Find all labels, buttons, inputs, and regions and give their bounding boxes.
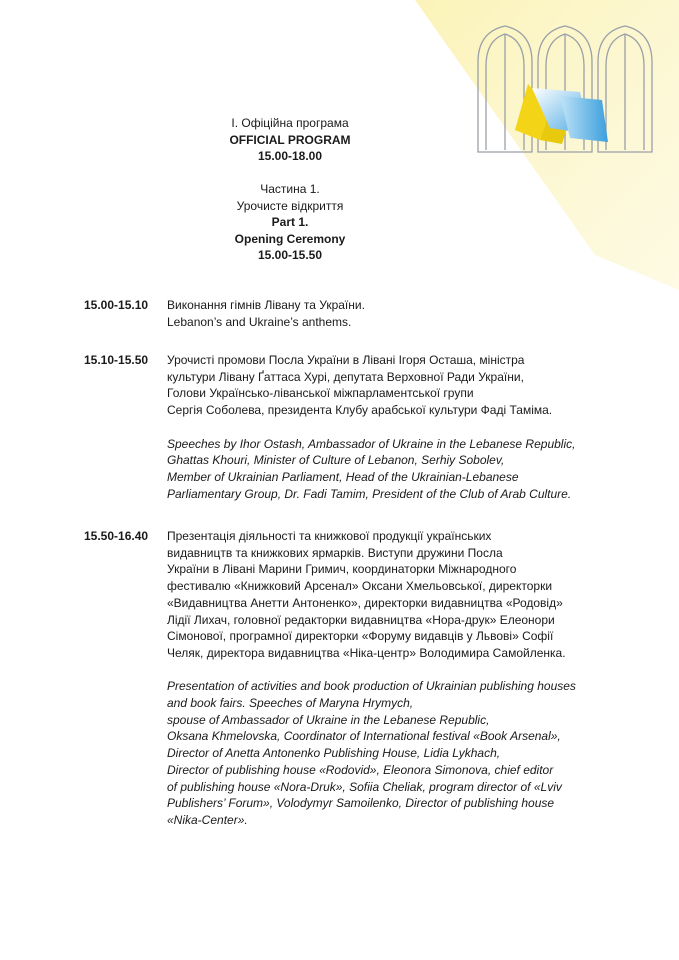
description-ua: Урочисті промови Посла України в Лівані Ігоря Осташа, міністра культури Лівану Ґаттаса Хурі, депутата Верховної Ради України, Голови Українсько-ліванської міжпарламентської групи Сергія Соболева, президента Клубу арабської культури Фаді Таміма. (167, 353, 553, 418)
schedule-time: 15.50-16.40 (84, 529, 149, 543)
schedule-description (167, 297, 627, 330)
schedule-time: 15.10-15.50 (84, 353, 149, 367)
schedule-description (167, 528, 627, 829)
part-number-en: Part 1. (271, 215, 309, 229)
description-en: Presentation of activities and book production of Ukrainian publishing houses and book fairs. Speeches of Maryna Hrymych, spouse of Ambassador of Ukraine in the Lebanese Republic, Oksana Khmelovska, Coordinator of International festival «Book Arsenal», Director of Anetta Antonenko Publishing House, Lidia Lykhach, Director of publishing house «Rodovid», Eleonora Simonova, chief editor of publishing house «Nora-Druk», Sofiia Cheliak, program director of «Lviv Publishers’ Forum», Volodymyr Samoilenko, Director of publishing house «Nika-Center». (167, 679, 576, 827)
description-ua: Виконання гімнів Лівану та України. (167, 298, 365, 312)
part-title-ua: Урочисте відкриття (236, 198, 344, 213)
description-en: Lebanon’s and Ukraine’s anthems. (167, 314, 352, 329)
description-en: Speeches by Ihor Ostash, Ambassador of Ukraine in the Lebanese Republic, Ghattas Khouri, Minister of Culture of Lebanon, Serhiy Sobolev, Member of Ukrainian Parliament, Head of the Ukrainian-Lebanese Parliamentary Group, Dr. Fadi Tamim, President of the Club of Arab Culture. (167, 436, 576, 501)
description-ua: Презентація діяльності та книжкової продукції українських видавництв та книжкових ярмарків. Виступи дружини Посла України в Лівані Марини Гримич, координаторки Міжнародного фестивалю «Книжковий Арсенал» Оксани Хмельовської, директорки «Видавництва Анетти Антоненко», директорки видавництва «Родовід» Лідії Лихач, головної редакторки видавництва «Нора-друк» Елеонори Сімонової, програмної директорки «Форуму видавців у Львові» Софії Челяк, директора видавництва «Ніка-центр» Володимира Самойленка. (167, 529, 566, 660)
schedule-description (167, 352, 627, 502)
program-header (150, 115, 430, 165)
program-time: 15.00-18.00 (257, 149, 323, 163)
part-title-en: Opening Ceremony (234, 231, 346, 246)
schedule-time: 15.00-15.10 (84, 298, 149, 312)
program-title-ua: І. Офіційна програма (231, 116, 349, 130)
arched-windows-open-book-icon (470, 22, 660, 162)
part-time: 15.00-15.50 (257, 248, 323, 262)
part-header (150, 181, 430, 264)
part-number-ua: Частина 1. (260, 182, 320, 196)
program-title-en: OFFICIAL PROGRAM (229, 132, 351, 147)
